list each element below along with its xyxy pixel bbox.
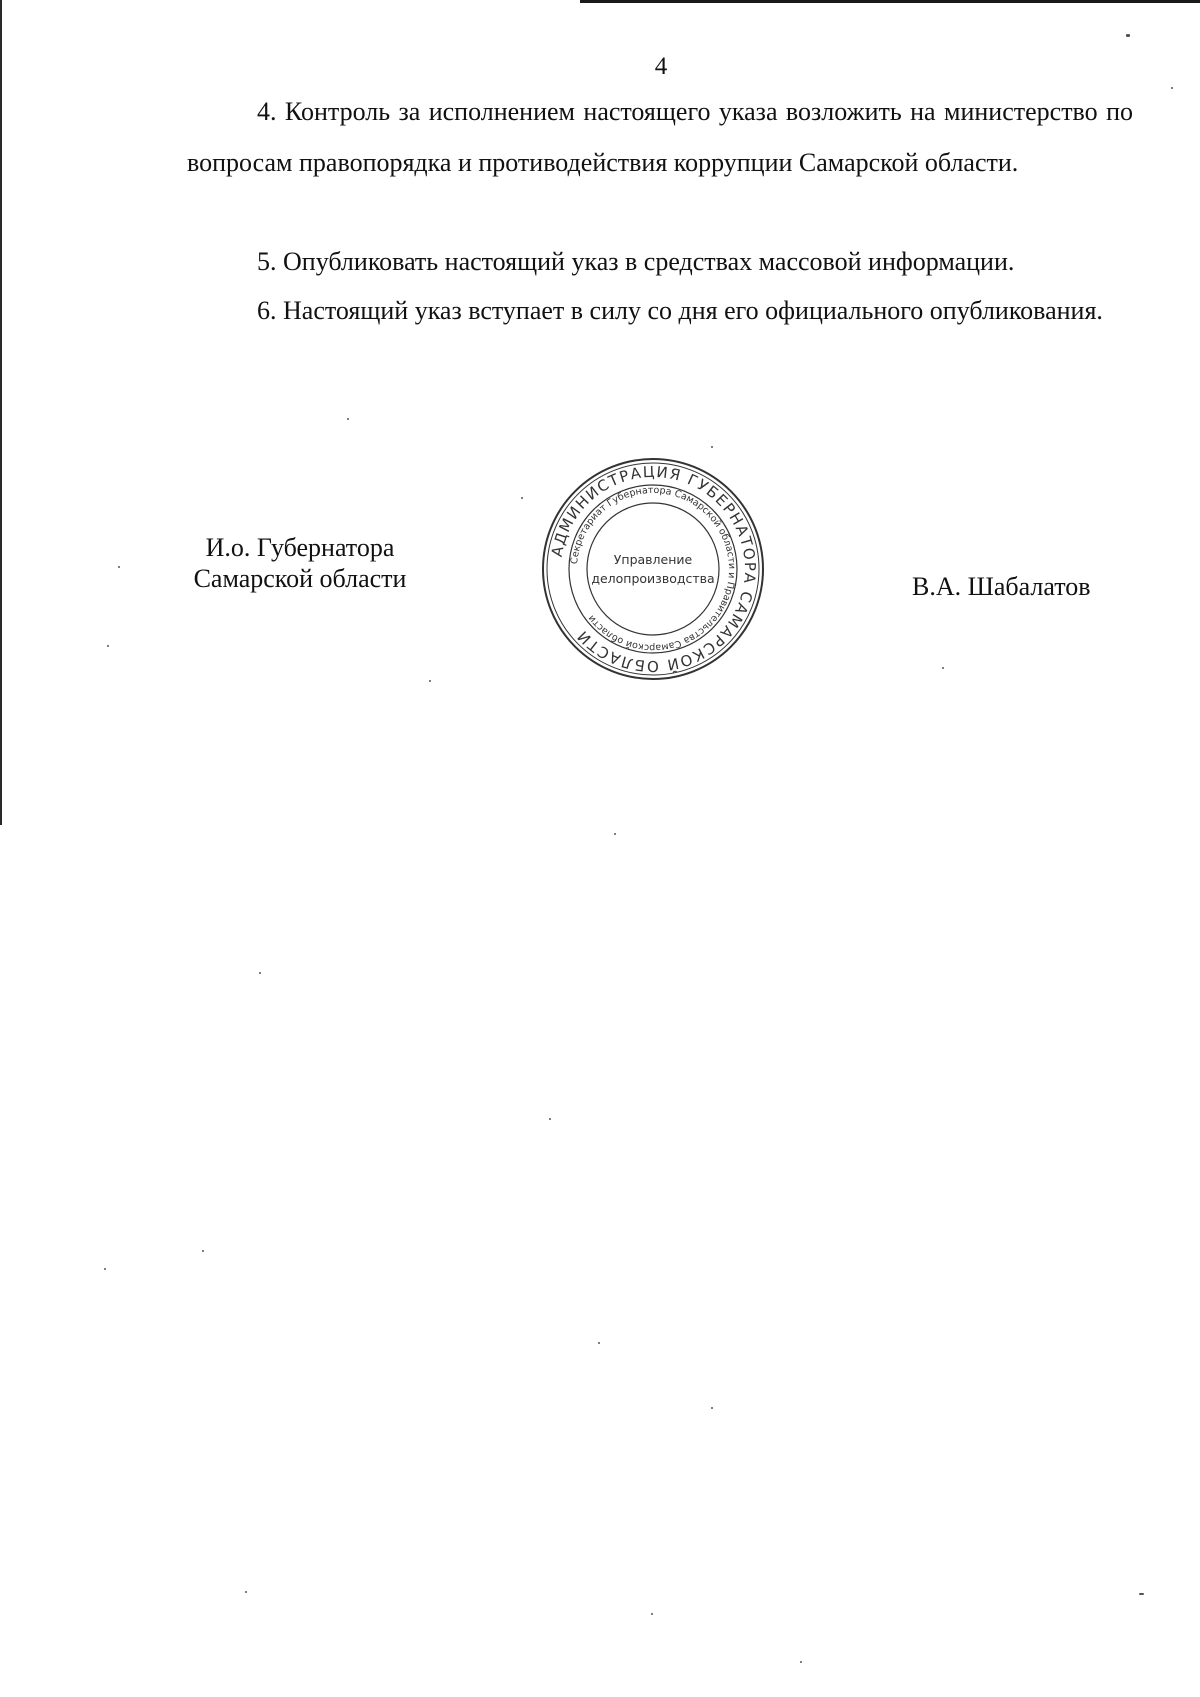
- scan-speck: [347, 418, 349, 420]
- stamp-graphic: [538, 454, 768, 684]
- page-number: 4: [654, 53, 668, 80]
- paragraph-4-text: 4. Контроль за исполнением настоящего указа возложить на министерство по вопросам правопорядка и противодействия коррупции Самарской области.: [187, 97, 1133, 177]
- scan-speck: [1139, 1593, 1144, 1595]
- stamp-outer-text: АДМИНИСТРАЦИЯ ГУБЕРНАТОРА САМАРСКОЙ ОБЛАСТИ: [547, 462, 760, 676]
- scan-speck: [549, 1118, 551, 1120]
- scan-speck: [429, 680, 431, 682]
- paragraph-6-text: 6. Настоящий указ вступает в силу со дня его официального опубликования.: [257, 296, 1103, 325]
- scan-edge-left: [0, 0, 2, 825]
- paragraph-5-text: 5. Опубликовать настоящий указ в средствах массовой информации.: [257, 247, 1015, 276]
- scan-speck: [118, 566, 120, 568]
- paragraph-6: [187, 285, 1133, 336]
- scan-speck: [104, 1268, 106, 1270]
- scan-speck: [521, 497, 523, 499]
- scan-speck: [245, 1591, 247, 1593]
- signatory-title-line1: И.о. Губернатора: [205, 533, 395, 562]
- stamp-inner-text: Секретариат Губернатора Самарской области и Правительства Самарской области: [569, 484, 738, 654]
- signatory-title: [180, 532, 420, 594]
- scan-speck: [651, 1613, 653, 1615]
- signatory-name: В.А. Шабалатов: [912, 572, 1091, 601]
- scan-speck: [202, 1250, 204, 1252]
- scan-speck: [259, 972, 261, 974]
- scan-speck: [942, 667, 944, 669]
- scan-speck: [1171, 87, 1173, 89]
- scan-speck: [711, 1407, 713, 1409]
- paragraph-5: [187, 236, 1133, 287]
- scan-speck: [598, 1342, 600, 1344]
- scan-speck: [1126, 34, 1130, 37]
- scan-edge-top: [580, 0, 1200, 3]
- scan-speck: [800, 1661, 802, 1663]
- scan-speck: [614, 833, 616, 835]
- scan-speck: [711, 446, 713, 448]
- official-stamp: [538, 454, 768, 684]
- paragraph-4: [187, 86, 1133, 188]
- stamp-center-line2: делопроизводства: [591, 571, 715, 586]
- stamp-inner-ring: [587, 503, 719, 635]
- signatory-title-line2: Самарской области: [193, 564, 407, 593]
- scan-speck: [107, 645, 109, 647]
- stamp-center-line1: Управление: [613, 552, 693, 567]
